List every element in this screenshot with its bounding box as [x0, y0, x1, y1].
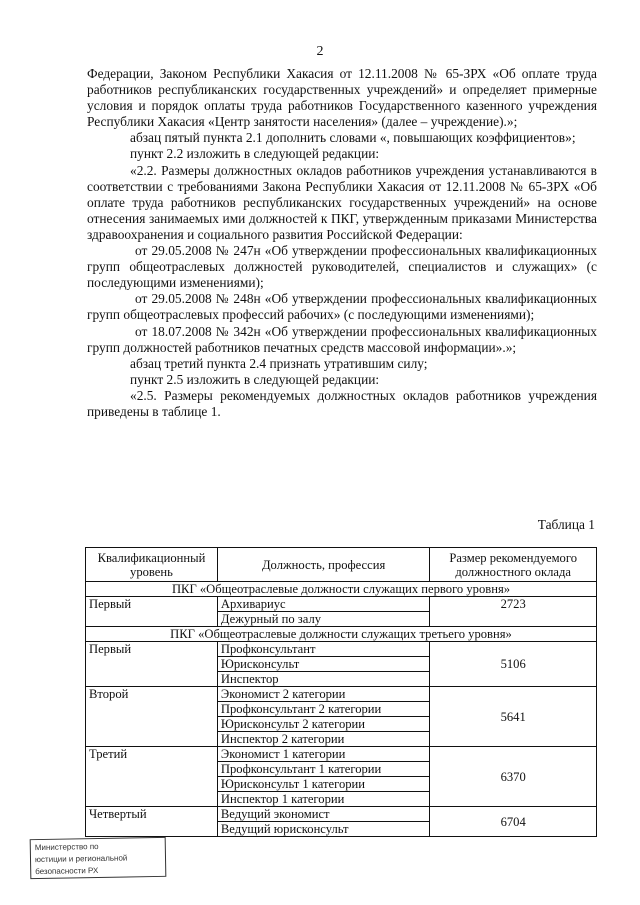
salary-cell: 2723 [430, 597, 597, 627]
header-salary: Размер рекомендуемого должностного оклада [430, 548, 597, 582]
group-title-row [86, 582, 597, 597]
header-level: Квалификационный уровень [86, 548, 218, 582]
level-cell: Первый [86, 597, 218, 627]
salary-cell: 6704 [430, 807, 597, 837]
position-cell: Ведущий юрисконсульт [217, 822, 429, 837]
position-cell: Дежурный по залу [217, 612, 429, 627]
level-cell: Первый [86, 642, 218, 687]
paragraph-10: «2.5. Размеры рекомендуемых должностных окладов работников учреждения приведены в таблице 1. [87, 387, 597, 419]
position-cell: Архивариус [217, 597, 429, 612]
stamp-line-3: безопасности РХ [35, 865, 99, 877]
group-title: ПКГ «Общеотраслевые должности служащих первого уровня» [86, 582, 597, 597]
level-cell: Четвертый [86, 807, 218, 837]
paragraph-9: пункт 2.5 изложить в следующей редакции: [130, 371, 380, 387]
table-row [86, 597, 597, 612]
group-title: ПКГ «Общеотраслевые должности служащих третьего уровня» [86, 627, 597, 642]
page-number: 2 [316, 44, 324, 59]
position-cell: Инспектор 1 категории [217, 792, 429, 807]
stamp-line-1: Министерство по [34, 841, 99, 853]
position-cell: Ведущий экономист [217, 807, 429, 822]
table-header-row [86, 548, 597, 582]
registration-stamp [30, 837, 167, 879]
paragraph-4: «2.2. Размеры должностных окладов работников учреждения устанавливаются в соответствии с требованиями Закона Республики Хакасия от 12.11.2008 № 65-ЗРХ «Об оплате труда работников республиканских государственных учреждений» на основе отнесения занимаемых ими должностей к ПКГ, утвержденным приказами Министерства здравоохранения и социального развития Российской Федерации: [87, 162, 597, 242]
table-row [86, 807, 597, 822]
position-cell: Юрисконсульт 2 категории [217, 717, 429, 732]
salary-table [85, 547, 597, 837]
stamp-line-2: юстиции и региональной [34, 853, 128, 865]
position-cell: Профконсультант [217, 642, 429, 657]
group-title-row [86, 627, 597, 642]
position-cell: Экономист 1 категории [217, 747, 429, 762]
level-cell: Третий [86, 747, 218, 807]
position-cell: Инспектор 2 категории [217, 732, 429, 747]
position-cell: Юрисконсульт 1 категории [217, 777, 429, 792]
table-row [86, 687, 597, 702]
paragraph-3: пункт 2.2 изложить в следующей редакции: [130, 146, 380, 162]
level-cell: Второй [86, 687, 218, 747]
table-row [86, 642, 597, 657]
paragraph-5: от 29.05.2008 № 247н «Об утверждении профессиональных квалификационных групп общеотраслевых должностей руководителей, специалистов и служащих» (с последующими изменениями); [87, 243, 597, 291]
paragraph-2: абзац пятый пункта 2.1 дополнить словами «, повышающих коэффициентов»; [130, 130, 576, 146]
position-cell: Профконсультант 1 категории [217, 762, 429, 777]
paragraph-7: от 18.07.2008 № 342н «Об утверждении профессиональных квалификационных групп должностей работников печатных средств массовой информации».»; [87, 323, 597, 355]
position-cell: Инспектор [217, 672, 429, 687]
header-position: Должность, профессия [217, 548, 429, 582]
paragraph-8: абзац третий пункта 2.4 признать утратившим силу; [130, 355, 428, 371]
position-cell: Профконсультант 2 категории [217, 702, 429, 717]
paragraph-6: от 29.05.2008 № 248н «Об утверждении профессиональных квалификационных групп общеотраслевых профессий рабочих» (с последующими изменениями); [87, 291, 597, 323]
table-caption: Таблица 1 [537, 517, 595, 532]
position-cell: Экономист 2 категории [217, 687, 429, 702]
table-row [86, 747, 597, 762]
document-body [87, 66, 597, 420]
salary-cell: 5641 [430, 687, 597, 747]
salary-cell: 6370 [430, 747, 597, 807]
paragraph-1: Федерации, Законом Республики Хакасия от 12.11.2008 № 65-ЗРХ «Об оплате труда работников республиканских государственных учреждений» и определяет примерные условия и порядок оплаты труда работников Государственного казенного учреждения Республики Хакасия «Центр занятости населения» (далее – учреждение).»; [87, 66, 597, 130]
position-cell: Юрисконсульт [217, 657, 429, 672]
salary-cell: 5106 [430, 642, 597, 687]
